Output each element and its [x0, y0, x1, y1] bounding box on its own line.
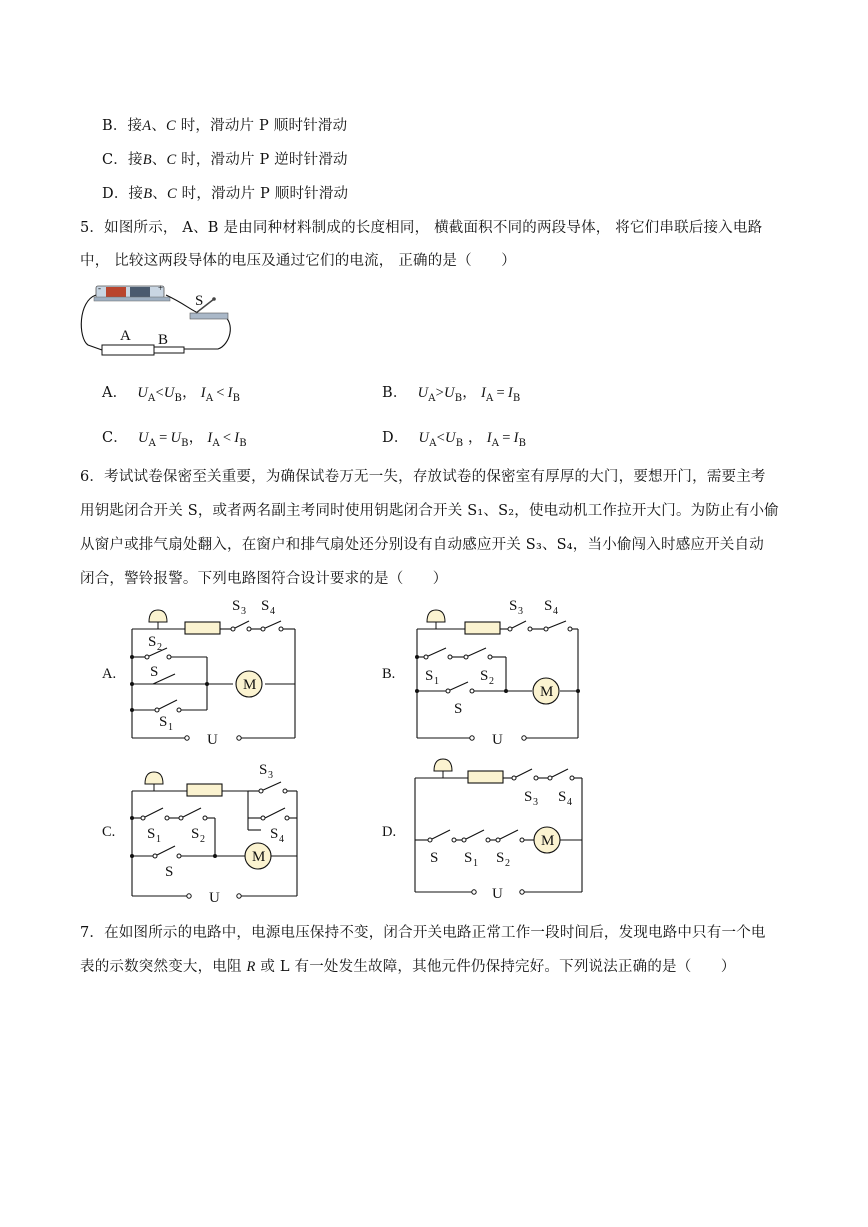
s1-sub: 1: [156, 834, 161, 845]
s1-sub: 1: [434, 676, 439, 687]
s4-sub: 4: [567, 797, 572, 808]
s3-sub: 3: [533, 797, 538, 808]
s4-label: S: [261, 598, 270, 614]
q5-option-a: A． $U_A<U_B$， $I_A < I_B$: [102, 385, 241, 404]
battery-plus-label: +: [158, 283, 164, 293]
s2-label: S: [191, 826, 200, 842]
s1-sub: 1: [168, 722, 173, 733]
s3-label: S: [232, 598, 241, 614]
s1-label: S: [147, 826, 156, 842]
s4-sub: 4: [279, 834, 284, 845]
conductor-a-label: A: [120, 328, 131, 344]
s-label: S: [165, 864, 174, 880]
s2-label: S: [148, 634, 157, 650]
s1-label: S: [159, 714, 168, 730]
s1-sub: 1: [473, 858, 478, 869]
s3-sub: 3: [268, 770, 273, 781]
q6-option-d-label: D.: [382, 824, 397, 840]
q6-stem-line1: 6．考试试卷保密至关重要，为确保试卷万无一失，存放试卷的保密室有厚厚的大门，要想开门，需要主考: [80, 469, 766, 485]
s2-sub: 2: [200, 834, 205, 845]
q5-option-c: C． $U_A = U_B$， $I_A < I_B$: [102, 430, 247, 449]
q5-option-b: B． $U_A>U_B$， $I_A = I_B$: [382, 385, 521, 404]
s-label: S: [150, 664, 159, 680]
q6-circuit-c: [125, 758, 305, 908]
s4-sub: 4: [553, 606, 558, 617]
s3-sub: 3: [518, 606, 523, 617]
s-label: S: [454, 701, 463, 717]
q6-option-b-label: B.: [382, 666, 396, 682]
u-label: U: [207, 732, 218, 748]
battery-minus-label: -: [98, 283, 101, 293]
q6-circuit-b: [410, 596, 590, 746]
q6-circuit-d: [410, 758, 590, 908]
s-label: S: [430, 850, 439, 866]
s4-sub: 4: [270, 606, 275, 617]
q5-stem-line1: 5．如图所示， A、B 是由同种材料制成的长度相同， 横截面积不同的两段导体， 将它们串联后接入电路: [80, 220, 763, 236]
u-label: U: [492, 732, 503, 748]
q6-stem-line4: 闭合，警铃报警。下列电路图符合设计要求的是（ ）: [80, 571, 448, 587]
q6-stem-line2: 用钥匙闭合开关 S，或者两名副主考同时使用钥匙闭合开关 S₁、S₂，使电动机工作拉开大门。为防止有小偷: [80, 503, 779, 519]
q4-option-c: C．接B、C 时，滑动片 P 逆时针滑动: [102, 152, 348, 168]
s3-label: S: [509, 598, 518, 614]
s1-label: S: [425, 668, 434, 684]
s1-label: S: [464, 850, 473, 866]
s3-sub: 3: [241, 606, 246, 617]
q6-stem-line3: 从窗户或排气扇处翻入，在窗户和排气扇处还分别设有自动感应开关 S₃、S₄，当小偷闯入时感应开关自动: [80, 537, 764, 553]
q5-option-d: D． $U_A<U_B$ ， $I_A = I_B$: [382, 430, 527, 449]
s2-sub: 2: [489, 676, 494, 687]
q7-stem-line1: 7．在如图所示的电路中，电源电压保持不变，闭合开关电路正常工作一段时间后，发现电路中只有一个电: [80, 925, 766, 941]
q6-option-a-label: A.: [102, 666, 117, 682]
motor-m-label: M: [540, 684, 554, 700]
q6-option-c-label: C.: [102, 824, 116, 840]
s2-label: S: [480, 668, 489, 684]
motor-m-label: M: [243, 677, 257, 693]
q5-circuit-figure: [78, 283, 238, 358]
motor-m-label: M: [541, 833, 555, 849]
switch-s-label: S: [195, 293, 204, 309]
conductor-b-label: B: [158, 332, 169, 348]
motor-m-label: M: [252, 849, 266, 865]
s2-sub: 2: [505, 858, 510, 869]
s3-label: S: [259, 762, 268, 778]
u-label: U: [492, 886, 503, 902]
s3-label: S: [524, 789, 533, 805]
q4-option-d: D．接B、C 时，滑动片 P 顺时针滑动: [102, 186, 349, 202]
s4-label: S: [558, 789, 567, 805]
q4-option-b: B．接A、C 时，滑动片 P 顺时针滑动: [102, 118, 348, 134]
q6-circuit-a: [125, 596, 305, 746]
u-label: U: [209, 890, 220, 906]
s4-label: S: [270, 826, 279, 842]
s4-label: S: [544, 598, 553, 614]
s2-label: S: [496, 850, 505, 866]
q5-stem-line2: 中， 比较这两段导体的电压及通过它们的电流， 正确的是（ ）: [80, 253, 516, 269]
q7-stem-line2: 表的示数突然变大，电阻 R 或 L 有一处发生故障，其他元件仍保持完好。下列说法正确的是（ ）: [80, 959, 736, 975]
s2-sub: 2: [157, 642, 162, 653]
